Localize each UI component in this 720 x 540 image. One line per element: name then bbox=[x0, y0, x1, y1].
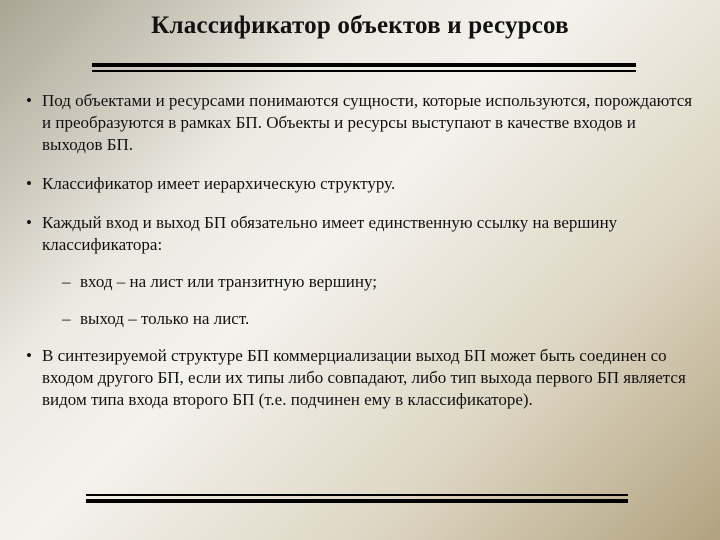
bullet-item bbox=[22, 173, 698, 195]
slide-body bbox=[22, 90, 698, 411]
bullet-item bbox=[22, 345, 698, 411]
bullet-text: Классификатор имеет иерархическую структуру. bbox=[42, 174, 396, 193]
dash-marker: – bbox=[62, 309, 71, 328]
bullet-text: Каждый вход и выход БП обязательно имеет единственную ссылку на вершину классификатора: bbox=[42, 213, 618, 254]
title-divider bbox=[92, 63, 636, 72]
slide-title: Классификатор объектов и ресурсов bbox=[151, 12, 569, 39]
bullet-marker: • bbox=[26, 174, 32, 193]
bullet-marker: • bbox=[26, 213, 32, 232]
bullet-item bbox=[22, 212, 698, 256]
sub-item-text: выход – только на лист. bbox=[80, 309, 250, 328]
dash-marker: – bbox=[62, 272, 71, 291]
bullet-text: Под объектами и ресурсами понимаются сущности, которые используются, порождаются и преобразуются в рамках БП. Объекты и ресурсы выступают в качестве входов и выходов БП. bbox=[42, 91, 693, 154]
sub-item bbox=[22, 271, 698, 293]
bullet-item bbox=[22, 90, 698, 156]
sub-item-text: вход – на лист или транзитную вершину; bbox=[80, 272, 377, 291]
bullet-marker: • bbox=[26, 346, 32, 365]
sub-item bbox=[22, 308, 698, 330]
bullet-marker: • bbox=[26, 91, 32, 110]
footer-divider bbox=[86, 494, 628, 503]
bullet-text: В синтезируемой структуре БП коммерциализации выход БП может быть соединен со входом другого БП, если их типы либо совпадают, либо тип выхода первого БП является видом типа входа второго БП (т.е. подчинен ему в классификаторе). bbox=[42, 346, 686, 409]
